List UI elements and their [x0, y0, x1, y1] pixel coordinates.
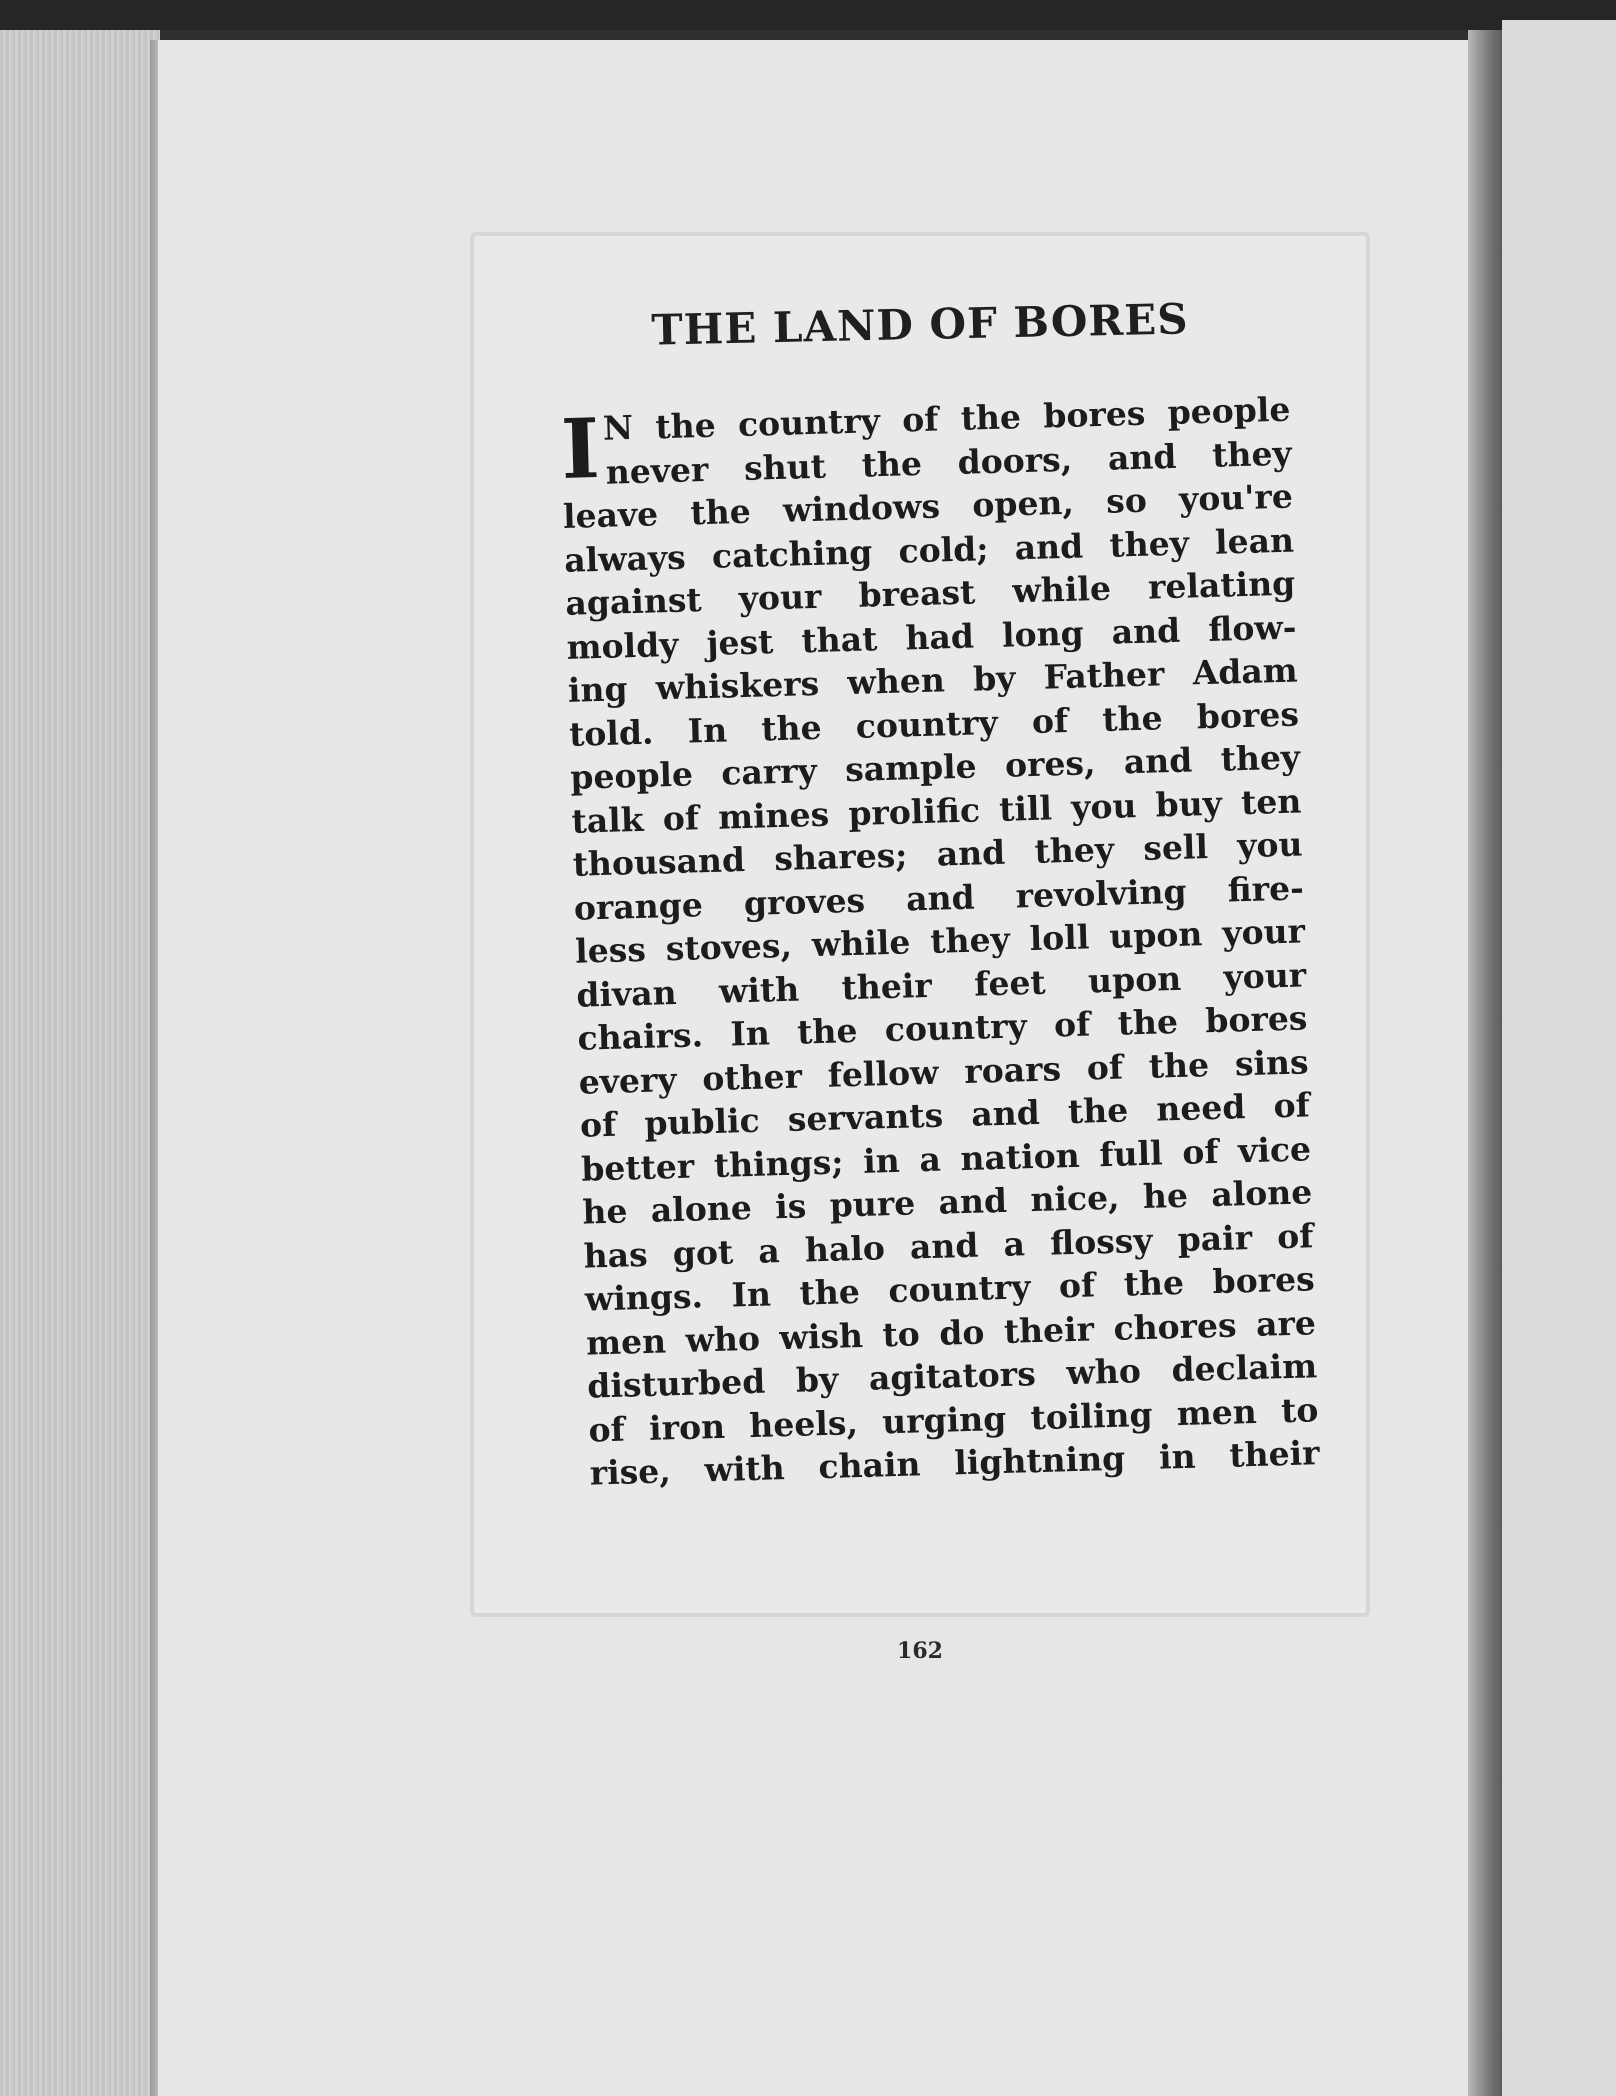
text-line: has got a halo and a flossy pair of	[583, 1215, 1314, 1276]
page-title: THE LAND OF BORES	[650, 294, 1190, 355]
text-line: men who wish to do their chores are	[585, 1302, 1317, 1363]
text-line: leave the windows open, so you're	[562, 476, 1294, 536]
page-edges	[0, 30, 160, 2096]
text-line: disturbed by agitators who declaim	[586, 1346, 1318, 1406]
text-line: wings. In the country of the bores	[584, 1259, 1316, 1319]
book-gutter	[1468, 30, 1502, 2096]
page-number: 162	[897, 1638, 943, 1664]
poem-body	[560, 388, 1320, 1495]
scan-background	[0, 0, 1616, 30]
text-line: less stoves, while they loll upon your	[574, 911, 1306, 971]
text-line: rise, with chain lightning in their	[589, 1433, 1321, 1493]
text-lines	[562, 475, 1320, 1495]
text-line: told. In the country of the bores	[568, 693, 1300, 754]
text-line: ing whiskers when by Father Adam	[567, 650, 1299, 710]
text-line: of public servants and the need of	[579, 1085, 1311, 1145]
right-page-edge	[1502, 20, 1616, 2096]
text-line: N the country of the bores people	[602, 389, 1291, 448]
text-line: of iron heels, urging toiling men to	[587, 1389, 1319, 1450]
text-line: against your breast while relating	[564, 563, 1296, 623]
text-line: always catching cold; and they lean	[563, 520, 1295, 580]
text-line: every other fellow roars of the sins	[578, 1041, 1310, 1102]
text-line: never shut the doors, and they	[605, 433, 1293, 492]
text-line: better things; in a nation full of vice	[580, 1128, 1312, 1189]
text-line: moldy jest that had long and flow-	[566, 607, 1297, 667]
text-line: divan with their feet upon your	[575, 954, 1307, 1015]
text-line: chairs. In the country of the bores	[577, 998, 1308, 1058]
text-line: orange groves and revolving fire-	[573, 867, 1305, 928]
drop-cap: I	[559, 400, 601, 498]
text-line: people carry sample ores, and they	[569, 737, 1301, 797]
text-line: thousand shares; and they sell you	[572, 824, 1304, 884]
text-line: talk of mines prolific till you buy ten	[570, 780, 1302, 841]
text-line: he alone is pure and nice, he alone	[581, 1172, 1313, 1232]
